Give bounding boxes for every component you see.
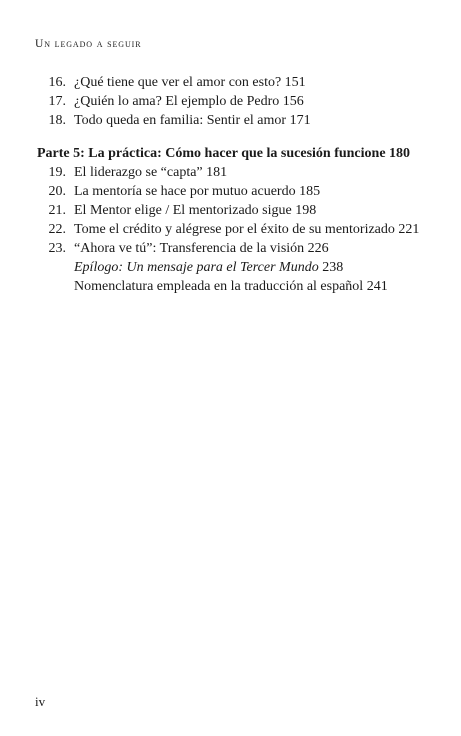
- nomenclature-entry: Nomenclatura empleada en la traducción al español 241: [74, 279, 388, 294]
- chapter-number: 22.: [48, 222, 66, 237]
- table-of-contents: [37, 73, 450, 296]
- toc-entry-19: [40, 163, 450, 182]
- chapter-number: 21.: [48, 203, 66, 218]
- chapter-title: “Ahora ve tú”: Transferencia de la visión 226: [74, 241, 329, 256]
- toc-entry-16: [40, 73, 450, 92]
- chapter-title: El liderazgo se “capta” 181: [74, 165, 228, 180]
- chapter-title: Todo queda en familia: Sentir el amor 171: [74, 113, 311, 128]
- part-heading: Parte 5: La práctica: Cómo hacer que la sucesión funcione 180: [37, 146, 411, 161]
- chapter-title: Tome el crédito y alégrese por el éxito de su mentorizado 221: [74, 222, 420, 237]
- chapter-number: 16.: [48, 75, 66, 90]
- chapter-number: 20.: [48, 184, 66, 199]
- chapter-number: 23.: [48, 241, 66, 256]
- toc-entry-17: [40, 92, 450, 111]
- chapter-number: 18.: [48, 113, 66, 128]
- chapter-title: La mentoría se hace por mutuo acuerdo 185: [74, 184, 321, 199]
- toc-entry-23: [40, 239, 450, 258]
- chapter-number: 19.: [48, 165, 66, 180]
- epilogue-entry: [40, 258, 450, 277]
- toc-entry-20: [40, 182, 450, 201]
- chapter-title: El Mentor elige / El mentorizado sigue 198: [74, 203, 317, 218]
- toc-entry-22: [40, 220, 450, 239]
- chapter-title: ¿Qué tiene que ver el amor con esto? 151: [74, 75, 306, 90]
- running-head: Un legado a seguir: [35, 38, 142, 50]
- chapter-number: 17.: [48, 94, 66, 109]
- toc-entry-18: [40, 111, 450, 130]
- toc-entry-21: [40, 201, 450, 220]
- chapter-title: ¿Quién lo ama? El ejemplo de Pedro 156: [74, 94, 304, 109]
- epilogue-page: 238: [318, 260, 344, 275]
- page-number: iv: [35, 694, 46, 709]
- epilogue-title: Epílogo: Un mensaje para el Tercer Mundo: [74, 260, 319, 275]
